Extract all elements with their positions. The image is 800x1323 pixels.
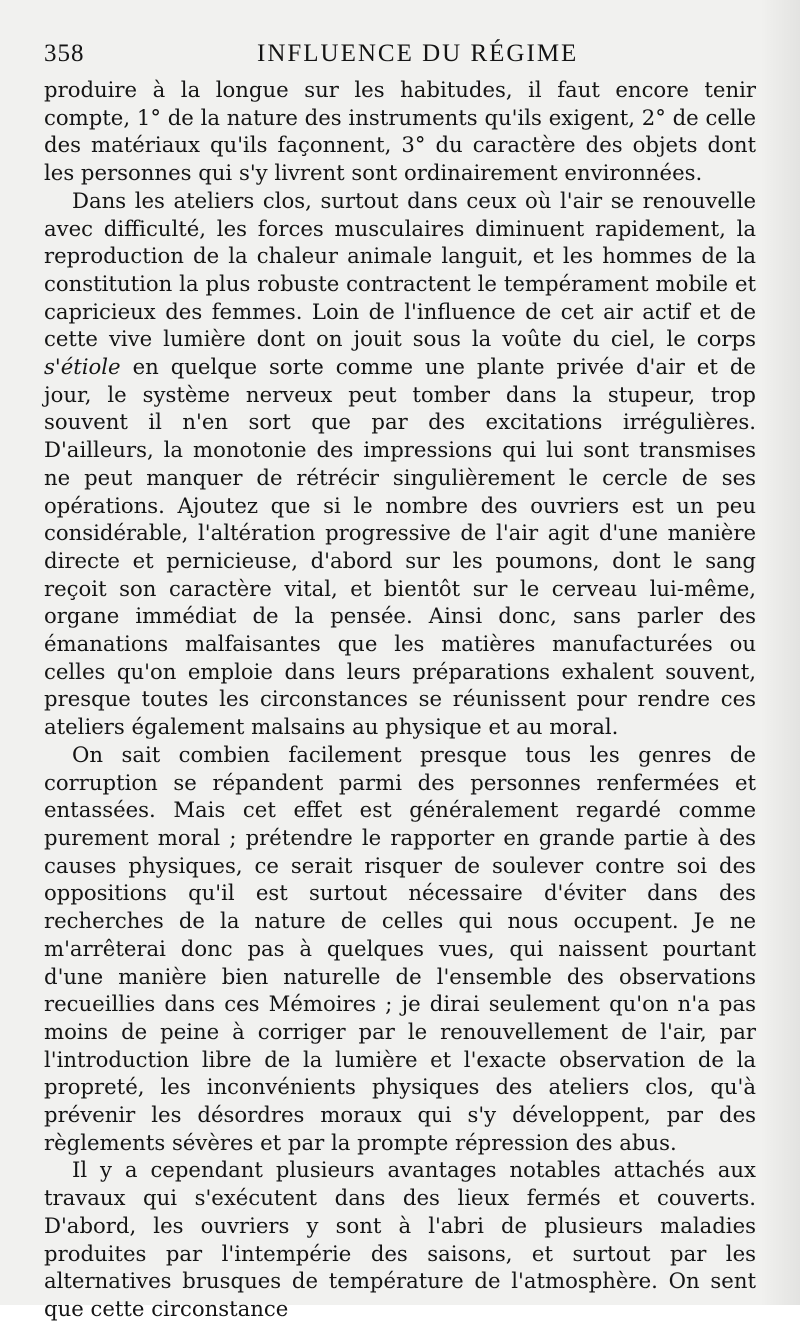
- paragraph-text: Dans les ateliers clos, surtout dans ceux où l'air se renouvelle avec difficulté, les forces musculaires diminuent rapidement, la reproduction de la chaleur animale languit, et les hommes de la constitution la plus robuste contractent le tempérament mobile et capricieux des femmes. Loin de l'influence de cet air actif et de cette vive lumière dont on jouit sous la voûte du ciel, le corps: [44, 187, 756, 352]
- body-text: [44, 76, 756, 1323]
- paragraph-corruption: On sait combien facilement presque tous les genres de corruption se répandent parmi des personnes renfermées et entassées. Mais cet effet est généralement regardé comme purement moral ; prétendre le rapporter en grande partie à des causes physiques, ce serait risquer de soulever contre soi des oppositions qu'il est surtout nécessaire d'éviter dans des recherches de la nature de celles qui nous occupent. Je ne m'arrêterai donc pas à quelques vues, qui naissent pourtant d'une manière bien naturelle de l'ensemble des observations recueillies dans ces Mémoires ; je dirai seulement qu'on n'a pas moins de peine à corriger par le renouvellement de l'air, par l'introduction libre de la lumière et l'exacte observation de la propreté, les inconvénients physiques des ateliers clos, qu'à prévenir les désordres moraux qui s'y développent, par des règlements sévères et par la prompte répression des abus.: [44, 741, 756, 1155]
- page-edge-shadow: [760, 0, 800, 1305]
- italic-term: s'étiole: [44, 354, 121, 380]
- paragraph-ateliers-clos: [44, 187, 756, 741]
- paragraph-avantages: Il y a cependant plusieurs avantages notables attachés aux travaux qui s'exécutent dans des lieux fermés et couverts. D'abord, les ouvriers y sont à l'abri de plusieurs maladies produites par l'intempérie des saisons, et surtout par les alternatives brusques de température de l'atmosphère. On sent que cette circonstance: [44, 1157, 756, 1321]
- running-title: INFLUENCE DU RÉGIME: [257, 40, 579, 67]
- running-head: [44, 36, 756, 76]
- paragraph-continuation: produire à la longue sur les habitudes, il faut encore tenir compte, 1° de la nature des instruments qu'ils exigent, 2° de celle des matériaux qu'ils façonnent, 3° du caractère des objets dont les personnes qui s'y livrent sont ordinairement environnées.: [44, 77, 756, 186]
- page-content: [44, 36, 756, 1323]
- page-number: 358: [44, 40, 85, 67]
- paragraph-text: en quelque sorte comme une plante privée d'air et de jour, le système nerveux peut tomber dans la stupeur, trop souvent il n'en sort que par des excitations irrégulières. D'ailleurs, la monotonie des impressions qui lui sont transmises ne peut manquer de rétrécir singulièrement le cercle de ses opérations. Ajoutez que si le nombre des ouvriers est un peu considérable, l'altération progressive de l'air agit d'une manière directe et pernicieuse, d'abord sur les poumons, dont le sang reçoit son caractère vital, et bientôt sur le cerveau lui-même, organe immédiat de la pensée. Ainsi donc, sans parler des émanations malfaisantes que les matières manufacturées ou celles qu'on emploie dans leurs préparations exhalent souvent, presque toutes les circonstances se réunissent pour rendre ces ateliers également malsains au physique et au moral.: [44, 354, 756, 740]
